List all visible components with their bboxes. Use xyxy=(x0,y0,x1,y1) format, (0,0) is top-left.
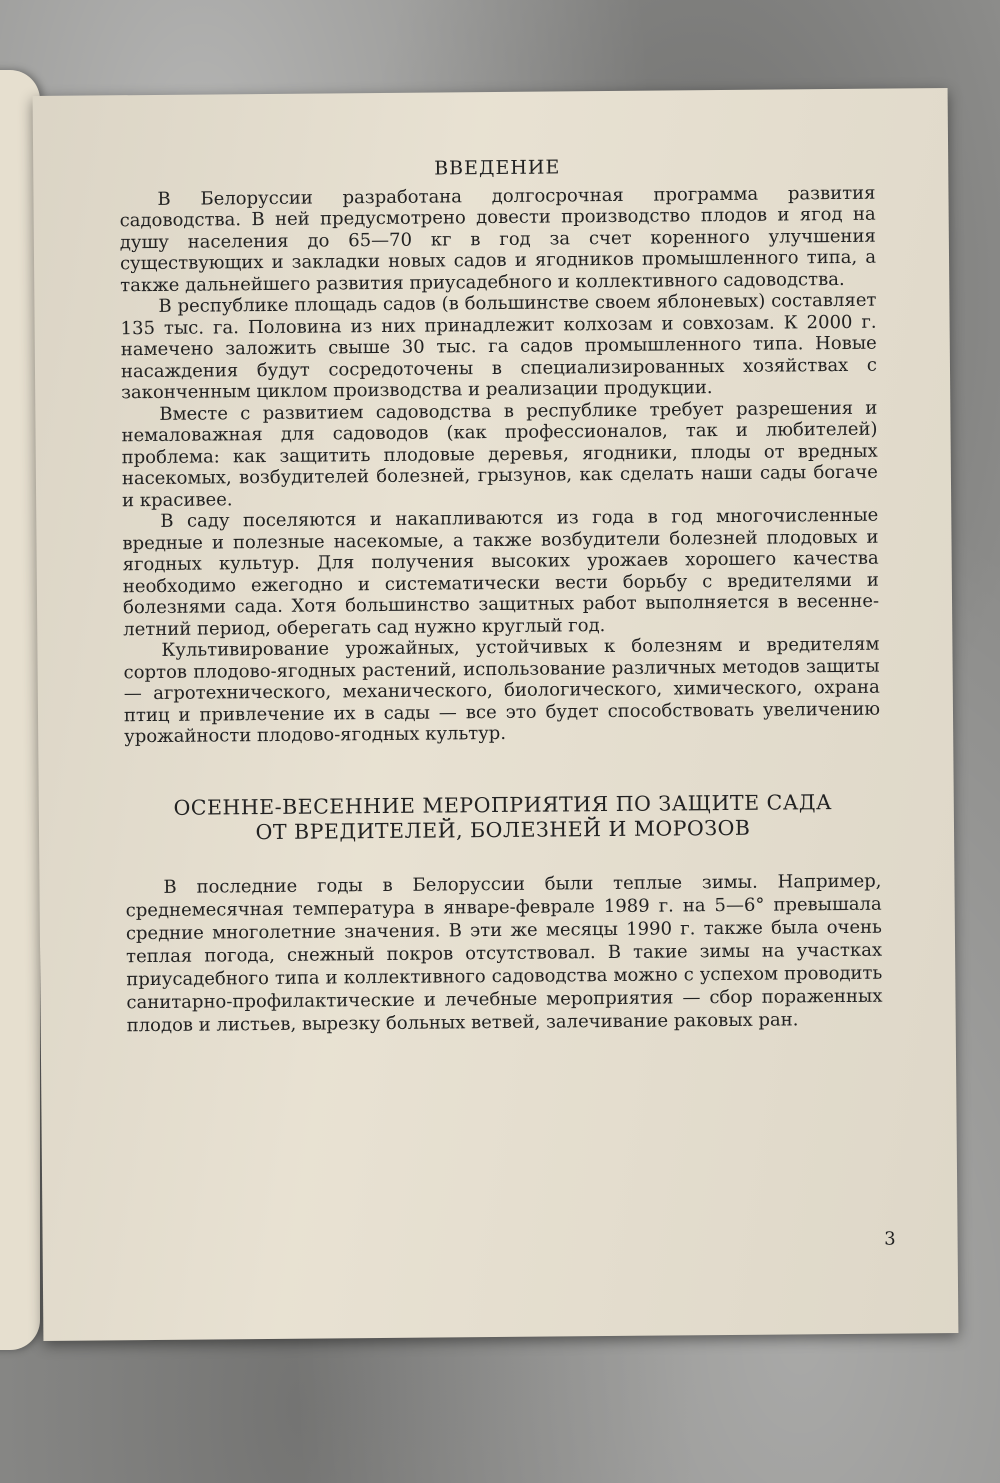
intro-paragraph-1: В Белоруссии разработана долгосрочная программа развития садоводства. В ней предусмотрено довести производство плодов и ягод на душу населения до 65—70 кг в год за счет коренного улучшения существующих и закладки новых садов и ягодников промышленного типа, а также дальнейшего развития приусадебного и коллективного садоводства. xyxy=(119,182,877,296)
intro-paragraph-2: В республике площадь садов (в большинстве своем яблоневых) составляет 135 тыс. га. Половина из них принадлежит колхозам и совхозам. К 2000 г. намечено заложить свыше 30 тыс. га садов промышленного типа. Новые насаждения будут сосредоточены в специализированных хозяйствах с законченным циклом производства и реализации продукции. xyxy=(120,289,878,404)
section-paragraph-1: В последние годы в Белоруссии были теплые зимы. Например, среднемесячная температура в январе-феврале 1989 г. на 5—6° превышала средние многолетние значения. В эти же месяцы 1990 г. также была очень теплая погода, снежный покров отсутствовал. В такие зимы на участках приусадебного типа и коллективного садоводства можно с успехом проводить санитарно-профилактические и лечебные мероприятия — сбор пораженных плодов и листьев, вырезку больных ветвей, залечивание раковых ран. xyxy=(125,870,883,1036)
section-heading-line-2: ОТ ВРЕДИТЕЛЕЙ, БОЛЕЗНЕЙ И МОРОЗОВ xyxy=(255,815,751,844)
section-body xyxy=(125,869,882,1037)
page-number: 3 xyxy=(884,1228,896,1250)
intro-paragraph-3: Вместе с развитием садоводства в республике требует разрешения и немаловажная для садоводов (как профессионалов, так и любителей) проблема: как защитить плодовые деревья, ягодники, плоды от вредных насекомых, возбудителей болезней, грызунов, как сделать наши сады богаче и красивее. xyxy=(121,397,878,511)
section-heading xyxy=(125,789,881,846)
page-content xyxy=(119,155,883,1037)
intro-paragraph-5: Культивирование урожайных, устойчивых к болезням и вредителям сортов плодово-ягодных растений, использование различных методов защиты — агротехнического, механического, биологического, химического, охрана птиц и привлечение их в сады — все это будет способствовать увеличению урожайности плодово-ягодных культур. xyxy=(123,633,881,748)
book-page xyxy=(33,88,959,1341)
section-heading-line-1: ОСЕННЕ-ВЕСЕННИЕ МЕРОПРИЯТИЯ ПО ЗАЩИТЕ САДА xyxy=(173,789,833,820)
intro-heading: ВВЕДЕНИЕ xyxy=(434,156,561,180)
intro-paragraph-4: В саду поселяются и накапливаются из года в год многочисленные вредные и полезные насекомые, а также возбудители болезней плодовых и ягодных культур. Для получения высоких урожаев хорошего качества необходимо ежегодно и систематически вести борьбу с вредителями и болезнями сада. Хотя большинство защитных работ выполняется в весенне-летний период, оберегать сад нужно круглый год. xyxy=(122,504,880,640)
